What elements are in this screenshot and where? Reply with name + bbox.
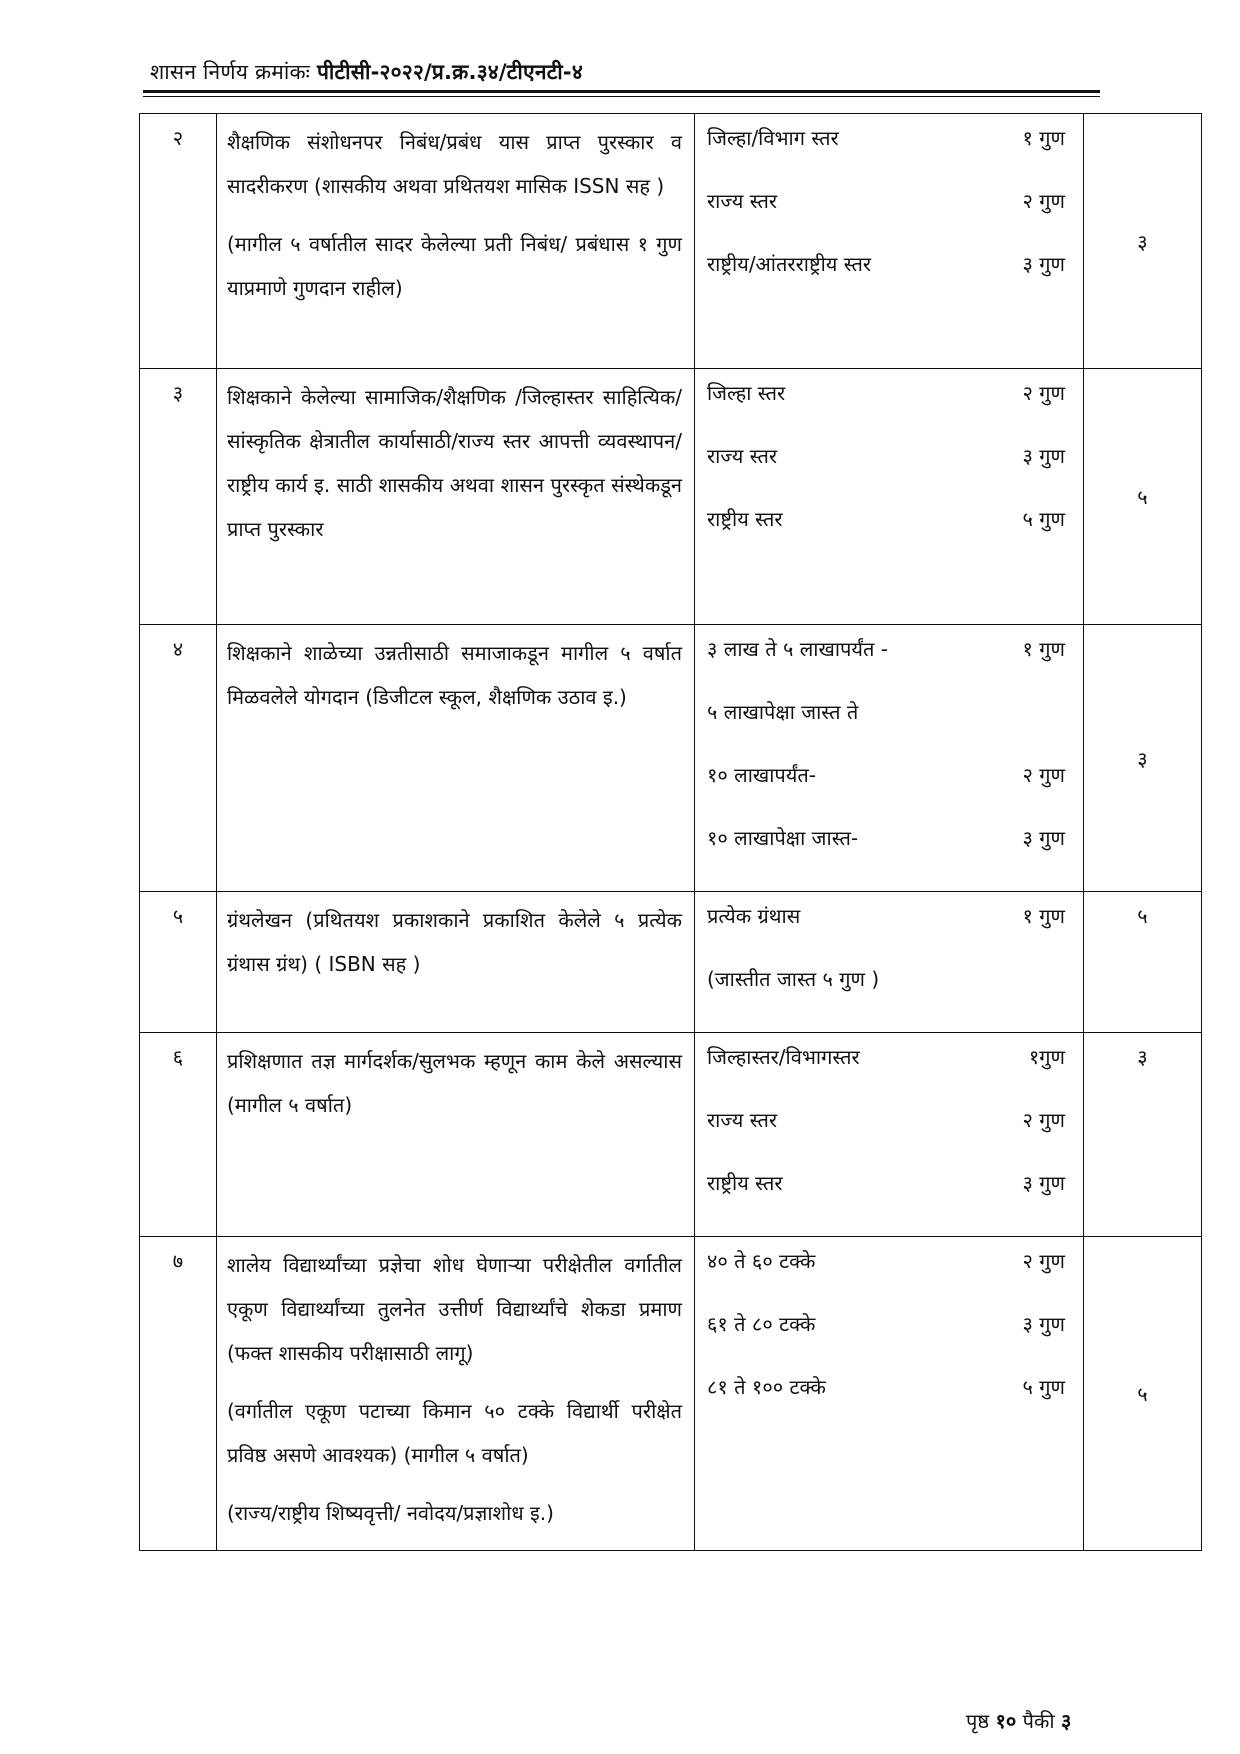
criterion-description (217, 1033, 695, 1237)
level-marks: १ गुण (1022, 637, 1065, 661)
criterion-description (217, 1237, 695, 1551)
table-row (140, 1033, 1202, 1237)
table-row (140, 1237, 1202, 1551)
level-label: राष्ट्रीय स्तर (707, 507, 783, 531)
level-marks: २ गुण (1022, 189, 1065, 213)
level-label: जिल्हा स्तर (707, 381, 786, 405)
level-line (707, 436, 1071, 499)
table-row (140, 625, 1202, 892)
level-label: ४० ते ६० टक्के (707, 1249, 816, 1273)
level-line (707, 629, 1071, 692)
level-marks: ५ गुण (1022, 1375, 1065, 1399)
serial-number: ५ (140, 892, 217, 1033)
level-marks-cell (695, 892, 1084, 1033)
description-paragraph: प्रशिक्षणात तज्ञ मार्गदर्शक/सुलभक म्हणून काम केले असल्यास (मागील ५ वर्षात) (227, 1049, 682, 1117)
footer-of: पैकी (1022, 1709, 1055, 1733)
page-footer (966, 1707, 1071, 1734)
level-marks: २ गुण (1022, 1249, 1065, 1273)
level-marks: २ गुण (1022, 763, 1065, 787)
criteria-table (139, 113, 1202, 1551)
description-paragraph: शैक्षणिक संशोधनपर निबंध/प्रबंध यास प्राप्त पुरस्कार व सादरीकरण (शासकीय अथवा प्रथितयश मासिक ISSN सह ) (227, 130, 682, 198)
level-label: ५ लाखापेक्षा जास्त ते (707, 700, 859, 724)
level-label: राज्य स्तर (707, 444, 778, 468)
level-label: जिल्हास्तर/विभागस्तर (707, 1045, 860, 1069)
level-line (707, 1367, 1071, 1430)
description-paragraph: शालेय विद्यार्थ्यांच्या प्रज्ञेचा शोध घेणाऱ्या परीक्षेतील वर्गातील एकूण विद्यार्थ्यांच्या तुलनेत उत्तीर्ण विद्यार्थ्यांचे शेकडा प्रमाण (फक्त शासकीय परीक्षासाठी लागू) (227, 1253, 682, 1365)
level-line (707, 755, 1071, 818)
level-marks: १ गुण (1022, 126, 1065, 150)
level-line (707, 373, 1071, 436)
header-rule-thin (143, 96, 1100, 97)
max-marks: ३ (1084, 625, 1202, 892)
level-label: राष्ट्रीय/आंतरराष्ट्रीय स्तर (707, 252, 872, 276)
level-marks: ३ गुण (1022, 252, 1065, 276)
level-line (707, 1163, 1071, 1226)
level-label: (जास्तीत जास्त ५ गुण ) (707, 967, 880, 991)
level-line (707, 959, 1071, 1022)
level-line (707, 244, 1071, 307)
level-marks-cell (695, 369, 1084, 625)
level-line (707, 1100, 1071, 1163)
serial-number: ४ (140, 625, 217, 892)
level-label: जिल्हा/विभाग स्तर (707, 126, 839, 150)
level-label: ८१ ते १०० टक्के (707, 1375, 826, 1399)
max-marks: ३ (1084, 114, 1202, 369)
level-marks: १गुण (1028, 1045, 1065, 1069)
max-marks: ५ (1084, 369, 1202, 625)
level-label: प्रत्येक ग्रंथास (707, 904, 801, 928)
level-marks (1065, 692, 1071, 755)
level-marks: ३ गुण (1022, 444, 1065, 468)
header-rule-thick (143, 90, 1100, 93)
level-marks: ५ गुण (1022, 507, 1065, 531)
max-marks: ५ (1084, 1237, 1202, 1551)
description-paragraph: (वर्गातील एकूण पटाच्या किमान ५० टक्के विद्यार्थी परीक्षेत प्रविष्ठ असणे आवश्यक) (मागील ५ वर्षात) (227, 1399, 682, 1467)
max-marks: ३ (1084, 1033, 1202, 1237)
level-line (707, 1304, 1071, 1367)
level-marks: २ गुण (1022, 1108, 1065, 1132)
level-marks: २ गुण (1022, 381, 1065, 405)
level-label: राज्य स्तर (707, 189, 778, 213)
description-paragraph: ग्रंथलेखन (प्रथितयश प्रकाशकाने प्रकाशित केलेले ५ प्रत्येक ग्रंथास ग्रंथ) ( ISBN सह ) (227, 908, 682, 976)
footer-page-number: १० (995, 1709, 1017, 1733)
description-paragraph: (राज्य/राष्ट्रीय शिष्यवृत्ती/ नवोदय/प्रज्ञाशोध इ.) (227, 1501, 554, 1525)
level-label: १० लाखापर्यंत- (707, 763, 817, 787)
footer-total: ३ (1060, 1709, 1072, 1733)
serial-number: २ (140, 114, 217, 369)
level-marks: ३ गुण (1022, 1312, 1065, 1336)
level-line (707, 499, 1071, 562)
description-paragraph: शिक्षकाने शाळेच्या उन्नतीसाठी समाजाकडून मागील ५ वर्षात मिळवलेले योगदान (डिजीटल स्कूल, शैक्षणिक उठाव इ.) (227, 641, 682, 709)
serial-number: ३ (140, 369, 217, 625)
level-marks (1065, 959, 1071, 1022)
description-paragraph: (मागील ५ वर्षातील सादर केलेल्या प्रती निबंध/ प्रबंधास १ गुण याप्रमाणे गुणदान राहील) (227, 232, 682, 300)
criterion-description (217, 114, 695, 369)
level-line (707, 692, 1071, 755)
table-row (140, 114, 1202, 369)
serial-number: ७ (140, 1237, 217, 1551)
level-label: राज्य स्तर (707, 1108, 778, 1132)
document-header (150, 58, 583, 86)
header-gr-number: पीटीसी-२०२२/प्र.क्र.३४/टीएनटी-४ (316, 60, 583, 84)
serial-number: ६ (140, 1033, 217, 1237)
level-line (707, 181, 1071, 244)
level-line (707, 1241, 1071, 1304)
level-marks: १ गुण (1022, 904, 1065, 928)
header-prefix: शासन निर्णय क्रमांकः (150, 60, 311, 84)
level-marks: ३ गुण (1022, 1171, 1065, 1195)
level-label: ६१ ते ८० टक्के (707, 1312, 816, 1336)
description-paragraph: शिक्षकाने केलेल्या सामाजिक/शैक्षणिक /जिल्हास्तर साहित्यिक/सांस्कृतिक क्षेत्रातील कार्यासाठी/राज्य स्तर आपत्ती व्यवस्थापन/ राष्ट्रीय कार्य इ. साठी शासकीय अथवा शासन पुरस्कृत संस्थेकडून प्राप्त पुरस्कार (227, 385, 682, 541)
level-marks-cell (695, 1033, 1084, 1237)
level-label: राष्ट्रीय स्तर (707, 1171, 783, 1195)
footer-label: पृष्ठ (966, 1709, 990, 1733)
level-line (707, 896, 1071, 959)
level-label: १० लाखापेक्षा जास्त- (707, 826, 859, 850)
criterion-description (217, 369, 695, 625)
level-marks-cell (695, 625, 1084, 892)
level-line (707, 1037, 1071, 1100)
level-marks: ३ गुण (1022, 826, 1065, 850)
criterion-description (217, 625, 695, 892)
criterion-description (217, 892, 695, 1033)
max-marks: ५ (1084, 892, 1202, 1033)
level-marks-cell (695, 114, 1084, 369)
level-label: ३ लाख ते ५ लाखापर्यंत - (707, 637, 888, 661)
table-row (140, 892, 1202, 1033)
level-line (707, 118, 1071, 181)
level-marks-cell (695, 1237, 1084, 1551)
table-row (140, 369, 1202, 625)
level-line (707, 818, 1071, 881)
